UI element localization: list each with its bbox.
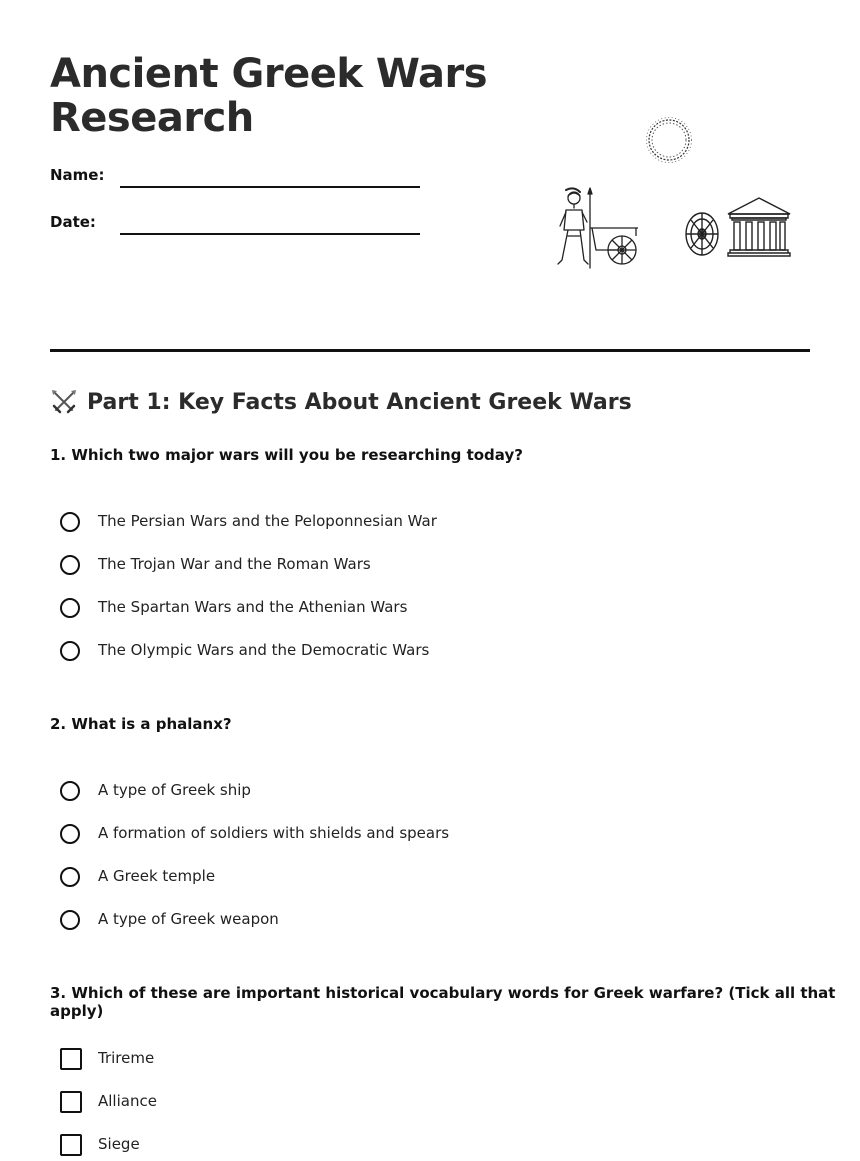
title-line-2: Research [50,95,254,141]
option-label: A type of Greek weapon [98,910,279,928]
radio-button[interactable] [60,555,80,575]
chariot-icon [588,214,642,270]
q2-option-2[interactable] [60,821,450,847]
name-field[interactable] [50,166,420,196]
q2-option-3[interactable] [60,864,216,890]
q1-option-4[interactable] [60,638,430,664]
q2-option-4[interactable] [60,907,279,933]
section-title-text: Part 1: Key Facts About Ancient Greek Wars [87,389,632,415]
date-label: Date: [50,213,96,231]
question-3: 3. Which of these are important historical vocabulary words for Greek warfare? (Tick all that apply) [50,984,836,1020]
title-line-1: Ancient Greek Wars [50,51,488,97]
shield-icon [684,209,720,259]
option-label: The Spartan Wars and the Athenian Wars [98,598,408,616]
date-field[interactable] [50,213,420,243]
checkbox[interactable] [60,1048,82,1070]
option-label: Alliance [98,1092,157,1110]
checkbox[interactable] [60,1134,82,1156]
option-label: A type of Greek ship [98,781,251,799]
q1-option-1[interactable] [60,509,437,535]
option-label: A Greek temple [98,867,216,885]
date-line[interactable] [120,233,420,235]
checkbox[interactable] [60,1091,82,1113]
q1-option-2[interactable] [60,552,371,578]
radio-button[interactable] [60,910,80,930]
laurel-wreath-icon [643,114,695,166]
radio-button[interactable] [60,598,80,618]
name-label: Name: [50,166,105,184]
option-label: The Olympic Wars and the Democratic Wars [98,641,430,659]
section-title [50,388,632,416]
radio-button[interactable] [60,512,80,532]
radio-button[interactable] [60,867,80,887]
radio-button[interactable] [60,824,80,844]
option-label: Trireme [98,1049,155,1067]
option-label: A formation of soldiers with shields and spears [98,824,450,842]
greek-temple-icon [726,196,792,258]
q1-option-3[interactable] [60,595,408,621]
radio-button[interactable] [60,641,80,661]
option-label: The Persian Wars and the Peloponnesian War [98,512,437,530]
question-2: 2. What is a phalanx? [50,715,232,733]
radio-button[interactable] [60,781,80,801]
option-label: Siege [98,1135,140,1153]
option-label: The Trojan War and the Roman Wars [98,555,371,573]
question-1: 1. Which two major wars will you be researching today? [50,446,523,464]
q2-option-1[interactable] [60,778,251,804]
crossed-swords-icon [50,388,78,416]
q3-option-3[interactable] [60,1132,140,1158]
q3-option-1[interactable] [60,1046,155,1072]
name-line[interactable] [120,186,420,188]
header-divider [50,349,810,352]
q3-option-2[interactable] [60,1089,157,1115]
worksheet-title [50,52,487,140]
